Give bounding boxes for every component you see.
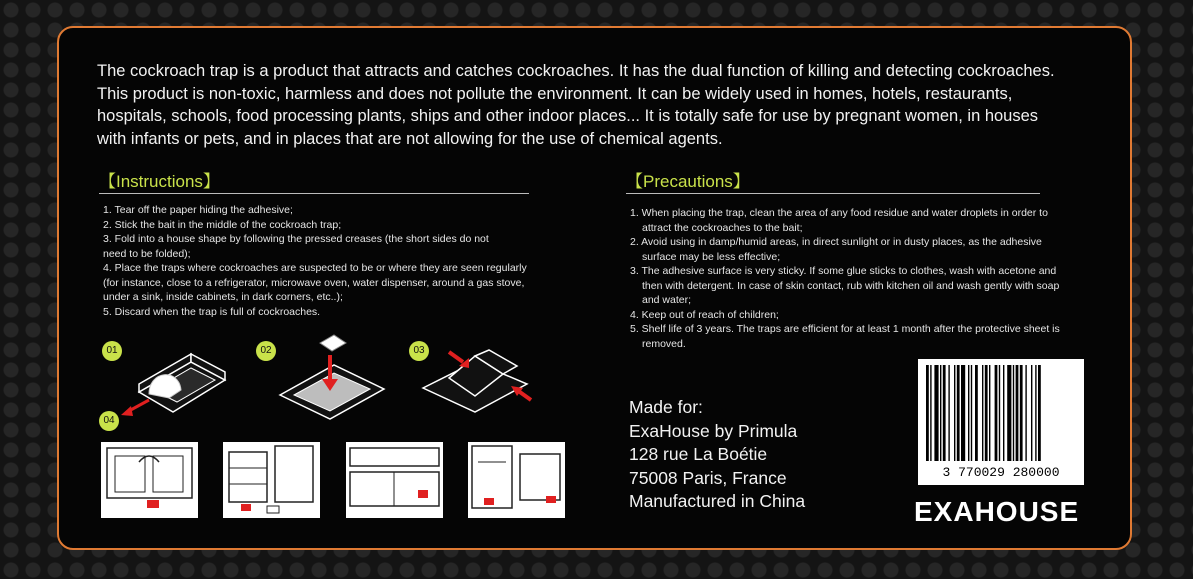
barcode-bar [982, 365, 983, 461]
precaution-item: 2. Avoid using in damp/humid areas, in direct sunlight or in dusty places, as the adhesive surface may be less effective; [630, 236, 1042, 263]
instruction-line: need to be folded); [103, 247, 191, 260]
barcode-bar [961, 365, 965, 461]
instruction-line: 2. Stick the bait in the middle of the cockroach trap; [103, 218, 342, 231]
barcode-bar [1038, 365, 1041, 461]
barcode-bar [995, 365, 998, 461]
made-for-line: Manufactured in China [629, 491, 806, 511]
barcode-bar [999, 365, 1000, 461]
instruction-line: 1. Tear off the paper hiding the adhesive; [103, 204, 293, 216]
made-for-line: ExaHouse by Primula [629, 420, 798, 441]
barcode-bar [1007, 365, 1011, 461]
packaging-panel [57, 26, 1132, 550]
brand-logo: EXAHOUSE [914, 496, 1080, 527]
barcode-bar [940, 365, 941, 461]
placement-scene-cabinet [346, 442, 443, 518]
barcode-number: 3 770029 280000 [942, 465, 1060, 480]
barcode-bar [968, 365, 969, 461]
barcode-bar [943, 365, 946, 461]
peel-adhesive-illustration [119, 340, 229, 426]
made-for-line: Made for: [629, 397, 703, 417]
instructions-title: 【Instructions】 [99, 172, 220, 191]
barcode-bar [957, 365, 960, 461]
barcode-bars [926, 365, 1076, 461]
place-bait-illustration [274, 333, 389, 425]
barcode-bar [1031, 365, 1032, 461]
barcode-bar [1016, 365, 1019, 461]
barcode-bar [971, 365, 972, 461]
barcode-bar [1020, 365, 1023, 461]
instructions-rule [99, 193, 529, 194]
barcode-bar [1035, 365, 1036, 461]
made-for-line: 75008 Paris, France [629, 467, 787, 488]
step-badge-01: 01 [102, 341, 122, 361]
made-for-line: 128 rue La Boétie [629, 444, 768, 464]
step-badge-02: 02 [256, 341, 276, 361]
step-badge-03: 03 [409, 341, 429, 361]
instruction-line: 5. Discard when the trap is full of cockroaches. [103, 305, 321, 318]
placement-scene-sink [101, 442, 198, 518]
precaution-item: 4. Keep out of reach of children; [630, 308, 779, 321]
barcode-bar [926, 365, 929, 461]
intro-paragraph: The cockroach trap is a product that attracts and catches cockroaches. It has the dual function of killing and detecting cockroaches. This product is non-toxic, harmless and does not pollute the environment. It can be widely used in homes, hotels, restaurants, hospitals, schools, food processing plants, ships and other indoor places... It is totally safe for use by pregnant women, in houses with infants or pets, and in places that are not allowing for the use of chemical agents. [97, 62, 1055, 148]
instructions-list [103, 203, 603, 319]
instruction-line: 4. Place the traps where cockroaches are suspected to be or where they are seen regularly [103, 262, 527, 274]
barcode [918, 359, 1084, 485]
barcode-bar [1013, 365, 1014, 461]
made-for-block [629, 396, 805, 514]
barcode-bar [975, 365, 978, 461]
step-badge-04: 04 [99, 411, 119, 431]
precautions-list [630, 206, 1060, 351]
barcode-bar [989, 365, 990, 461]
precaution-item: 3. The adhesive surface is very sticky. If some glue sticks to clothes, wash with acetone and then with detergent. In case of skin contact, rub with kitchen oil and wash gently with soap and water; [630, 265, 1060, 306]
barcode-bar [1003, 365, 1004, 461]
barcode-bar [930, 365, 931, 461]
precaution-item: 1. When placing the trap, clean the area of any food residue and water droplets in order to attract the cockroaches to the bait; [630, 207, 1048, 234]
instruction-line: (for instance, close to a refrigerator, microwave oven, water dispenser, around a gas stove, [103, 276, 525, 289]
precaution-item: 5. Shelf life of 3 years. The traps are efficient for at least 1 month after the protective sheet is removed. [630, 323, 1060, 350]
fold-trap-illustration [419, 342, 544, 426]
precautions-title: 【Precautions】 [626, 172, 750, 191]
instruction-line: under a sink, inside cabinets, in dark corners, etc..); [103, 291, 343, 303]
placement-scene-kitchen [223, 442, 320, 518]
barcode-bar [1025, 365, 1026, 461]
barcode-bar [985, 365, 988, 461]
precautions-rule [626, 193, 1040, 194]
barcode-bar [954, 365, 955, 461]
barcode-bar [934, 365, 938, 461]
instruction-line: 3. Fold into a house shape by following the pressed creases (the short sides do not [103, 233, 489, 245]
placement-scene-corner [468, 442, 565, 518]
barcode-bar [948, 365, 949, 461]
